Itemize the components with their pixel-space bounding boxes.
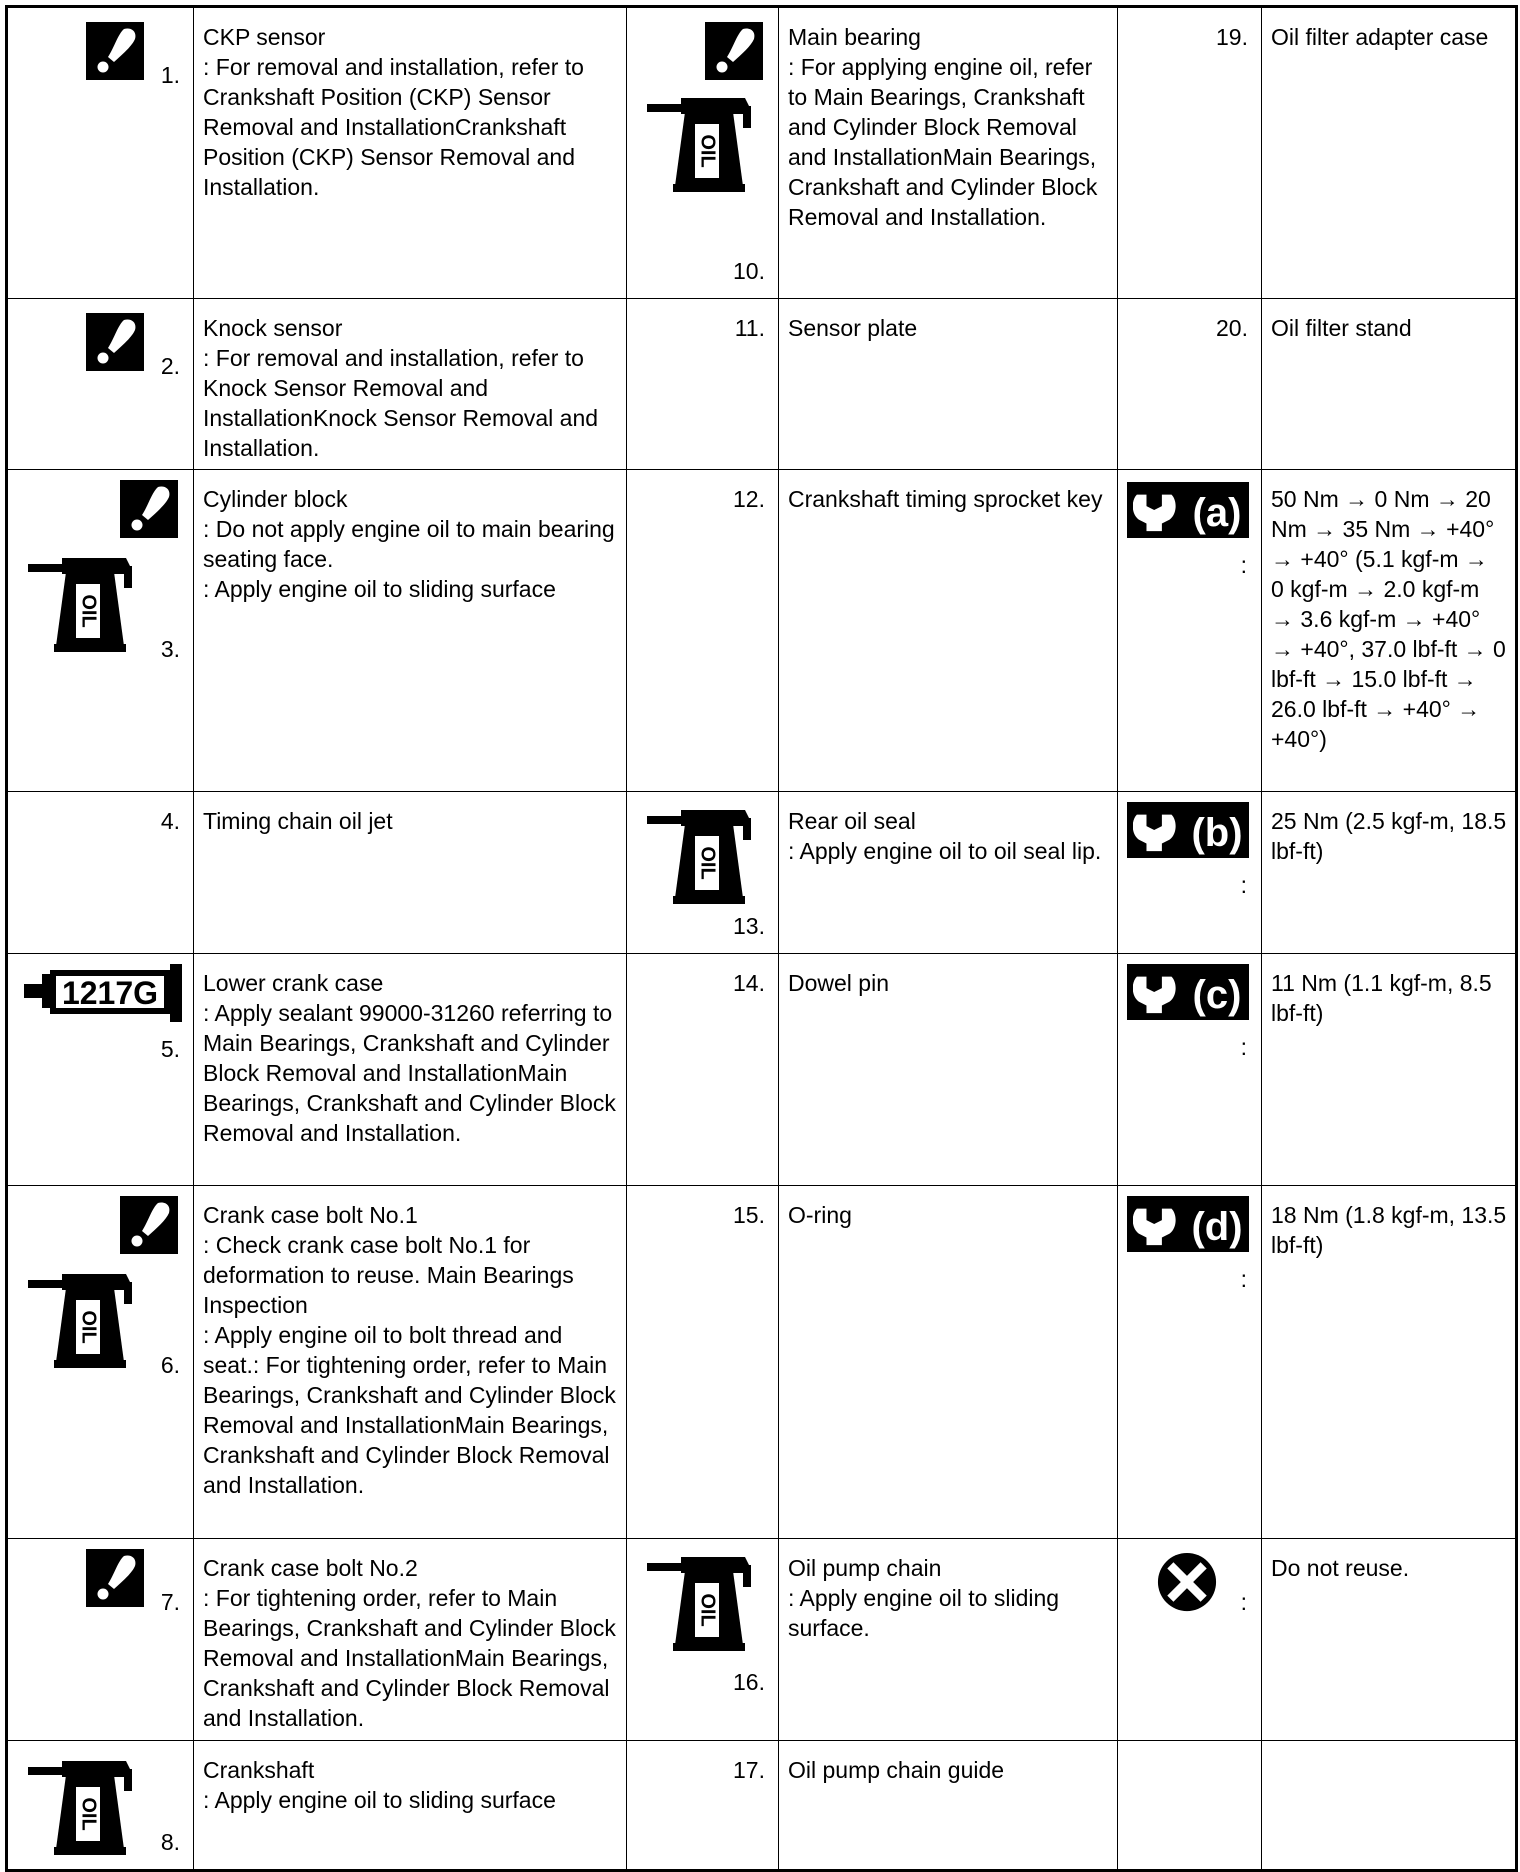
item-8-description	[194, 1741, 627, 1871]
item-number: 20.	[1216, 315, 1248, 341]
wrench-icon	[1127, 482, 1249, 538]
oil-can-icon	[647, 1549, 765, 1651]
colon: :	[1240, 872, 1247, 898]
item-17-marker	[627, 1741, 779, 1871]
item-number: 17.	[733, 1757, 765, 1783]
item-number: 10.	[733, 258, 765, 284]
torque-spec: 11 Nm (1.1 kgf-m, 8.5 lbf-ft)	[1271, 970, 1492, 1026]
item-7-description	[194, 1539, 627, 1741]
part-name: Crank case bolt No.1	[203, 1202, 418, 1228]
torque-spec: 18 Nm (1.8 kgf-m, 13.5 lbf-ft)	[1271, 1202, 1507, 1258]
part-name: O-ring	[788, 1202, 852, 1228]
table-row	[7, 1539, 1517, 1741]
part-name: Lower crank case	[203, 970, 384, 996]
torque-a-marker	[1118, 470, 1262, 792]
part-note: : For removal and installation, refer to Knock Sensor Removal and InstallationKnock Sensor Removal and Installation.	[203, 345, 599, 461]
part-name: Crank case bolt No.2	[203, 1555, 418, 1581]
item-number: 3.	[160, 636, 180, 662]
item-3-description	[194, 470, 627, 792]
item-20-description	[1262, 299, 1517, 470]
torque-c-value	[1262, 954, 1517, 1186]
part-note: : Apply engine oil to sliding surface	[203, 576, 556, 602]
item-5-marker	[7, 954, 194, 1186]
torque-label: (b)	[1191, 811, 1243, 855]
part-name: Cylinder block	[203, 486, 348, 512]
item-4-marker	[7, 792, 194, 954]
note-icon	[120, 1196, 178, 1254]
part-name: Rear oil seal	[788, 808, 916, 834]
table-row	[7, 792, 1517, 954]
item-20-marker	[1118, 299, 1262, 470]
sealant-tube-icon	[24, 964, 184, 1022]
item-number: 6.	[160, 1352, 180, 1378]
torque-b-marker	[1118, 792, 1262, 954]
item-number: 15.	[733, 1202, 765, 1228]
torque-label: (a)	[1192, 491, 1242, 535]
item-15-marker	[627, 1186, 779, 1539]
part-note: : Apply engine oil to sliding surface.	[788, 1585, 1060, 1641]
note-icon	[86, 1549, 144, 1607]
part-note: : For tightening order, refer to Main Bearings, Crankshaft and Cylinder Block Removal and InstallationMain Bearings, Crankshaft and Cylinder Block Removal and Installation.	[203, 1585, 616, 1731]
colon: :	[1240, 1266, 1247, 1292]
item-10-marker	[627, 7, 779, 299]
part-name: Timing chain oil jet	[203, 808, 393, 834]
part-note: : Check crank case bolt No.1 for deformation to reuse. Main Bearings Inspection	[203, 1232, 574, 1318]
part-note: : For applying engine oil, refer to Main Bearings, Crankshaft and Cylinder Block Removal and InstallationMain Bearings, Crankshaft and Cylinder Block Removal and Installation.	[788, 54, 1098, 230]
item-14-marker	[627, 954, 779, 1186]
item-number: 19.	[1216, 24, 1248, 50]
oil-can-icon	[28, 1266, 146, 1368]
note-icon	[86, 313, 144, 371]
sealant-code: 1217G	[61, 975, 159, 1011]
table-row	[7, 7, 1517, 299]
part-name: Oil filter stand	[1271, 315, 1412, 341]
empty-cell	[1262, 1741, 1517, 1871]
item-11-marker	[627, 299, 779, 470]
item-number: 14.	[733, 970, 765, 996]
table-row	[7, 954, 1517, 1186]
part-name: Knock sensor	[203, 315, 343, 341]
item-19-marker	[1118, 7, 1262, 299]
table-row	[7, 1186, 1517, 1539]
item-number: 12.	[733, 486, 765, 512]
part-name: Crankshaft timing sprocket key	[788, 486, 1103, 512]
table-row	[7, 470, 1517, 792]
do-not-reuse-icon	[1156, 1551, 1218, 1613]
part-note: : Apply engine oil to sliding surface	[203, 1787, 556, 1813]
table-row	[7, 1741, 1517, 1871]
table-row	[7, 299, 1517, 470]
item-2-marker	[7, 299, 194, 470]
part-name: Sensor plate	[788, 315, 918, 341]
component-legend-table	[5, 5, 1518, 1872]
item-2-description	[194, 299, 627, 470]
torque-a-value	[1262, 470, 1517, 792]
torque-b-value	[1262, 792, 1517, 954]
oil-can-icon	[28, 550, 146, 652]
oil-can-icon	[647, 90, 765, 192]
item-number: 4.	[160, 808, 180, 834]
item-7-marker	[7, 1539, 194, 1741]
torque-spec: 50 Nm → 0 Nm → 20 Nm → 35 Nm → +40° → +40° (5.1 kgf-m → 0 kgf-m → 2.0 kgf-m → 3.6 kgf-m → +40° → +40°, 37.0 lbf-ft → 0 lbf-ft → 15.0 lbf-ft → 26.0 lbf-ft → +40° → +40°)	[1271, 486, 1506, 752]
part-name: Dowel pin	[788, 970, 889, 996]
item-4-description	[194, 792, 627, 954]
item-3-marker	[7, 470, 194, 792]
symbol-meaning: Do not reuse.	[1271, 1555, 1410, 1581]
torque-d-marker	[1118, 1186, 1262, 1539]
torque-label: (d)	[1191, 1205, 1243, 1249]
torque-spec: 25 Nm (2.5 kgf-m, 18.5 lbf-ft)	[1271, 808, 1507, 864]
part-note: : Apply sealant 99000-31260 referring to Main Bearings, Crankshaft and Cylinder Block Removal and InstallationMain Bearings, Crankshaft and Cylinder Block Removal and Installation.	[203, 1000, 616, 1146]
colon: :	[1240, 1034, 1247, 1060]
item-number: 5.	[160, 1036, 180, 1062]
part-name: Oil filter adapter case	[1271, 24, 1489, 50]
item-number: 16.	[733, 1669, 765, 1695]
empty-cell	[1118, 1741, 1262, 1871]
item-number: 1.	[160, 62, 180, 88]
item-number: 13.	[733, 913, 765, 939]
torque-d-value	[1262, 1186, 1517, 1539]
part-note: : Apply engine oil to oil seal lip.	[788, 838, 1102, 864]
note-icon	[705, 22, 763, 80]
item-13-description	[779, 792, 1118, 954]
part-name: Oil pump chain	[788, 1555, 942, 1581]
part-note: : Apply engine oil to bolt thread and seat.: For tightening order, refer to Main Bearings, Crankshaft and Cylinder Block Removal and InstallationMain Bearings, Crankshaft and Cylinder Block Removal and Installation.	[203, 1322, 616, 1498]
wrench-icon	[1127, 1196, 1249, 1252]
item-13-marker	[627, 792, 779, 954]
do-not-reuse-description	[1262, 1539, 1517, 1741]
item-1-marker	[7, 7, 194, 299]
item-5-description	[194, 954, 627, 1186]
item-16-description	[779, 1539, 1118, 1741]
wrench-icon	[1127, 802, 1249, 858]
part-name: Main bearing	[788, 24, 921, 50]
item-number: 8.	[160, 1829, 180, 1855]
legend-table-wrapper	[5, 5, 1515, 1872]
colon: :	[1240, 1589, 1247, 1615]
part-name: CKP sensor	[203, 24, 326, 50]
item-number: 2.	[160, 353, 180, 379]
part-name: Crankshaft	[203, 1757, 315, 1783]
item-1-description	[194, 7, 627, 299]
part-note: : For removal and installation, refer to Crankshaft Position (CKP) Sensor Removal and InstallationCrankshaft Position (CKP) Sensor Removal and Installation.	[203, 54, 584, 200]
item-10-description	[779, 7, 1118, 299]
oil-can-icon	[28, 1753, 146, 1855]
item-11-description	[779, 299, 1118, 470]
item-number: 11.	[734, 315, 765, 341]
note-icon	[86, 22, 144, 80]
torque-label: (c)	[1192, 973, 1242, 1017]
do-not-reuse-marker	[1118, 1539, 1262, 1741]
item-8-marker	[7, 1741, 194, 1871]
item-6-marker	[7, 1186, 194, 1539]
item-19-description	[1262, 7, 1517, 299]
item-17-description	[779, 1741, 1118, 1871]
note-icon	[120, 480, 178, 538]
item-6-description	[194, 1186, 627, 1539]
item-12-description	[779, 470, 1118, 792]
wrench-icon	[1127, 964, 1249, 1020]
oil-can-icon	[647, 802, 765, 904]
part-name: Oil pump chain guide	[788, 1757, 1005, 1783]
item-16-marker	[627, 1539, 779, 1741]
colon: :	[1240, 552, 1247, 578]
part-note: : Do not apply engine oil to main bearing seating face.	[203, 516, 615, 572]
item-14-description	[779, 954, 1118, 1186]
torque-c-marker	[1118, 954, 1262, 1186]
item-15-description	[779, 1186, 1118, 1539]
item-number: 7.	[160, 1589, 180, 1615]
item-12-marker	[627, 470, 779, 792]
